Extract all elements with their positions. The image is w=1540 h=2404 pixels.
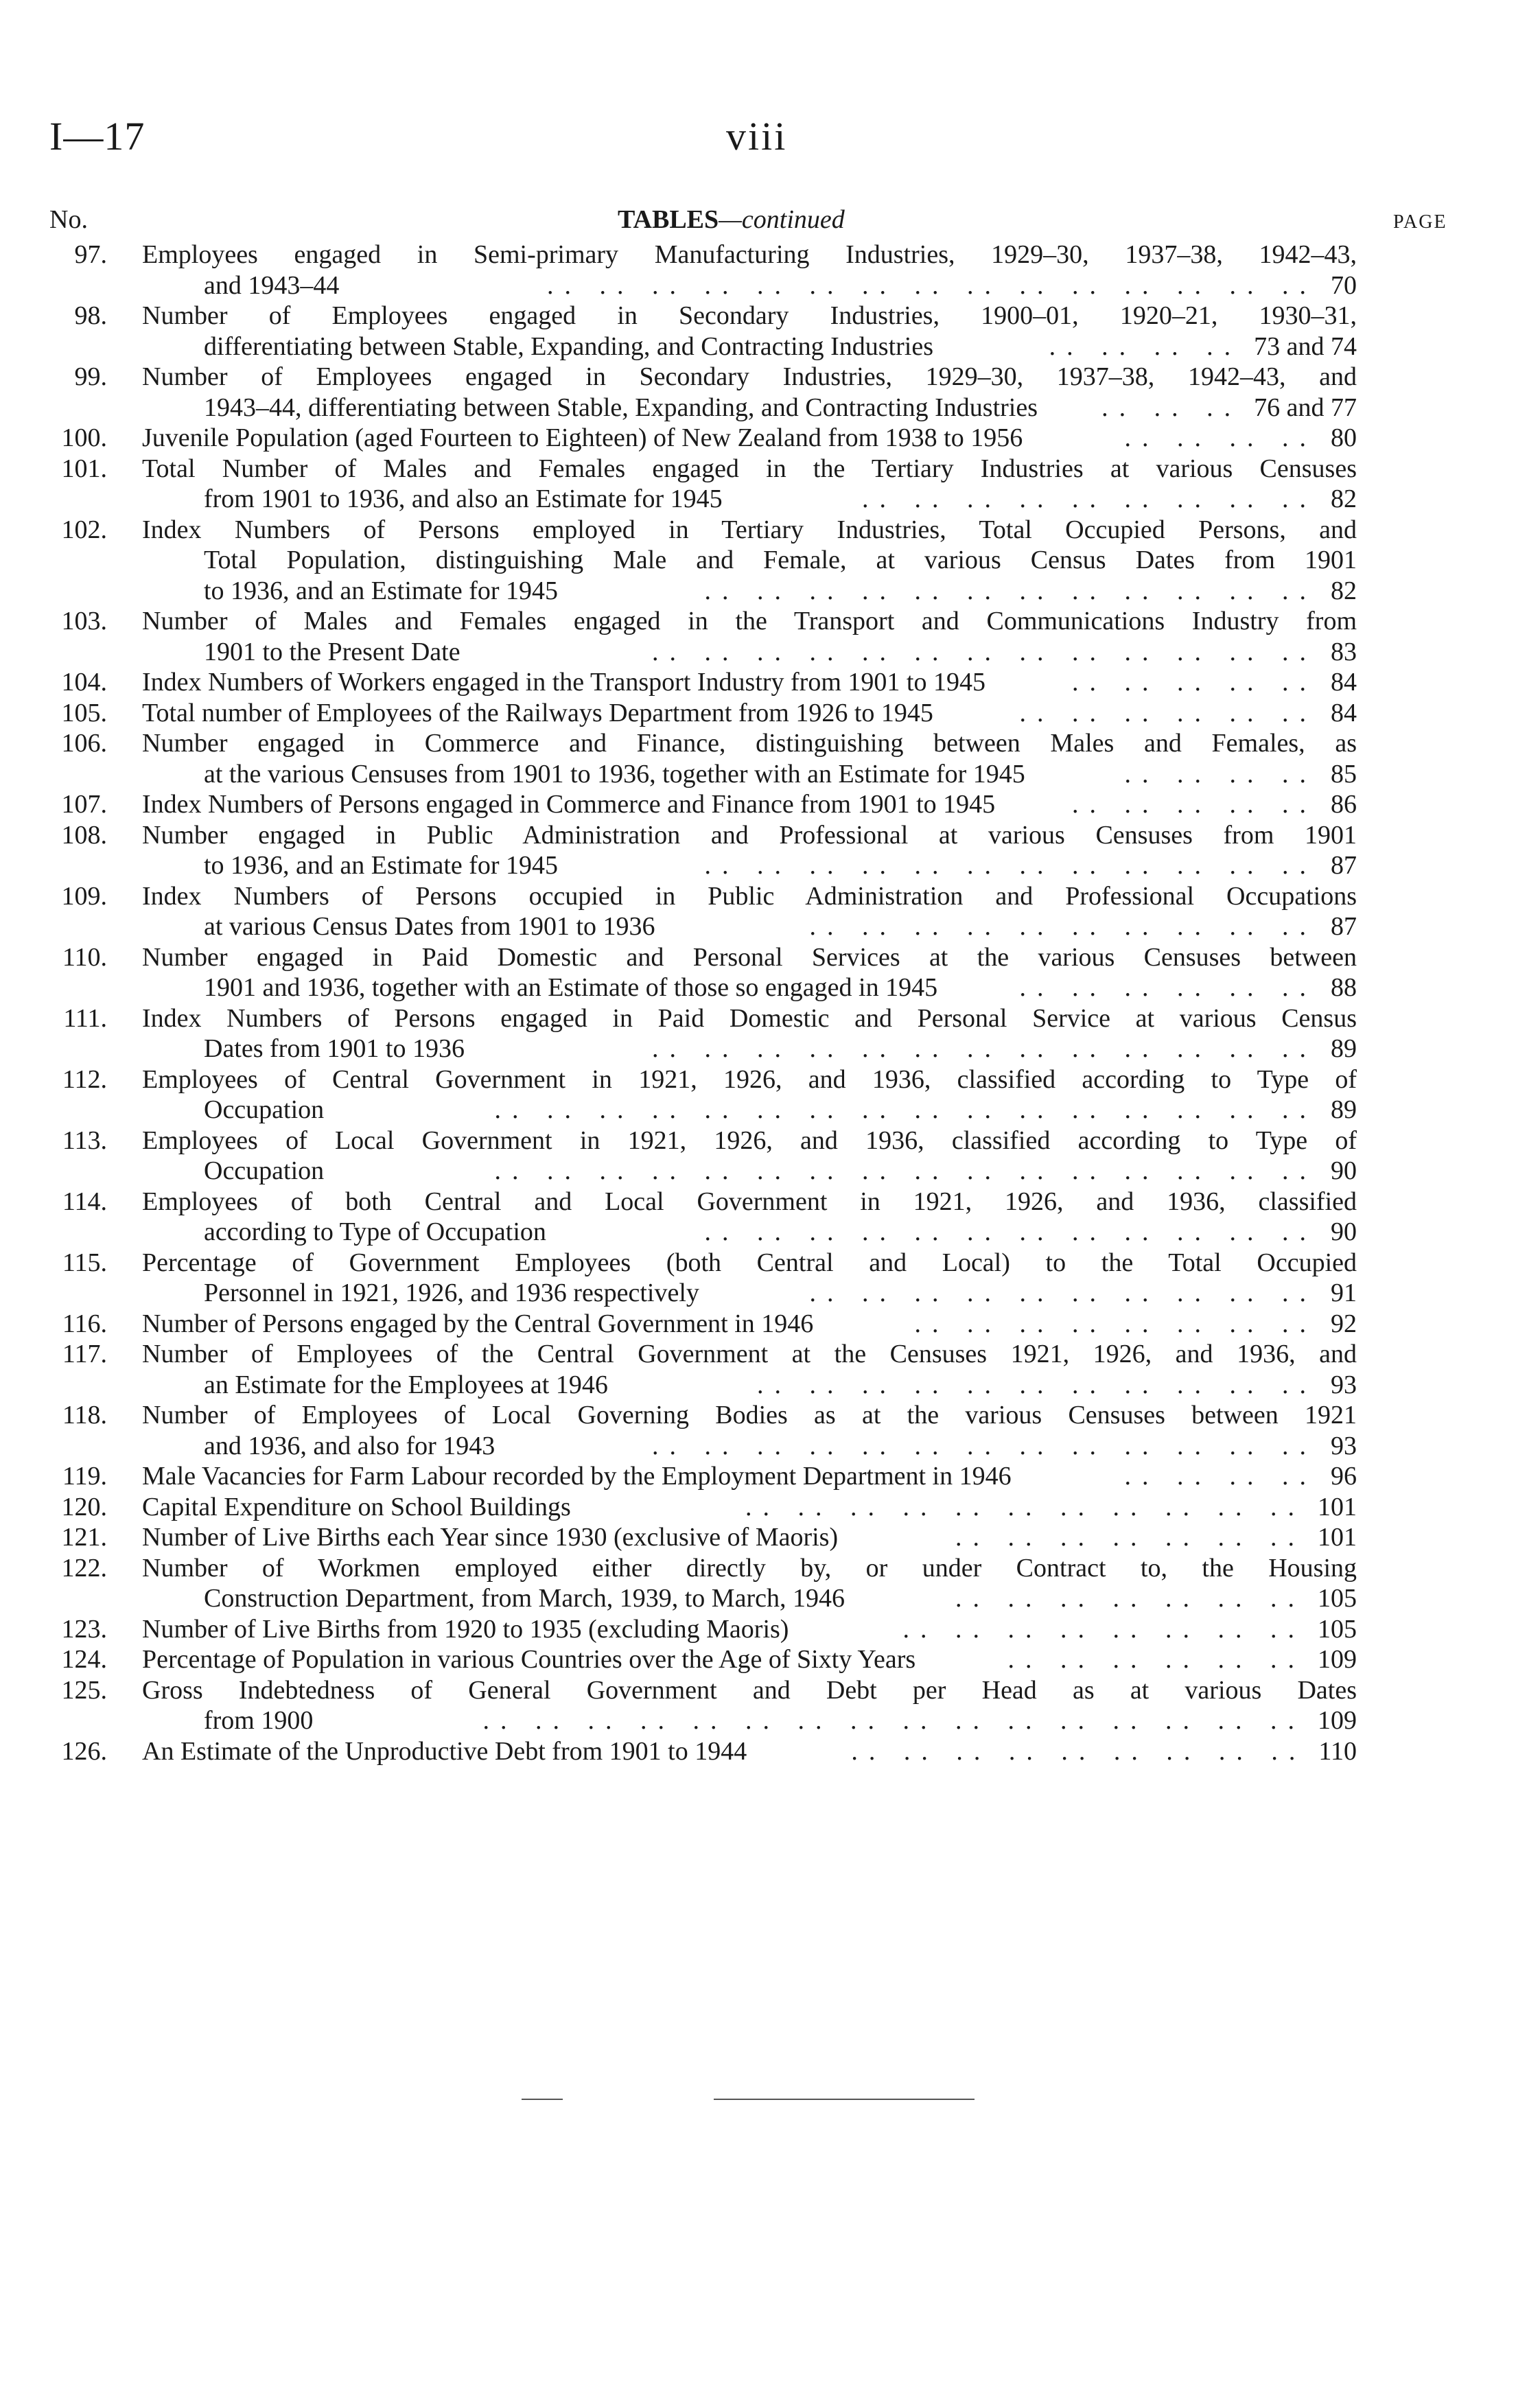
entry-page: 109	[1318, 1645, 1357, 1674]
entry-page: 84	[1331, 698, 1357, 727]
dot-leader: .. .. .. .. .. .. .. .. .. .. .. ..	[704, 576, 1317, 605]
dot-leader: .. .. .. .. ..	[1072, 790, 1317, 819]
entry-page: 110	[1318, 1736, 1357, 1766]
page-number: viii	[726, 114, 788, 159]
entry-page: 85	[1331, 759, 1357, 789]
entry-page: 105	[1318, 1614, 1357, 1644]
entry-page: 92	[1331, 1309, 1357, 1338]
dot-leader: .. .. .. .. .. .. .. .. ..	[862, 485, 1317, 513]
entry-number: 126.	[61, 1736, 107, 1766]
toc-entry	[0, 728, 1540, 789]
dot-leader: .. .. .. .. .. .. .. .. .. .. ..	[745, 1492, 1305, 1521]
dot-leader: .. .. .. ..	[1049, 331, 1242, 361]
entry-title-line: Percentage of Population in various Countries over the Age of Sixty Years	[142, 1645, 916, 1674]
document-reference: I—17	[49, 114, 145, 159]
continued-label: —continued	[719, 205, 845, 234]
entry-number: 118.	[62, 1401, 107, 1429]
entry-title-line: Dates from 1901 to 1936	[204, 1034, 465, 1063]
toc-entry	[0, 1461, 1540, 1492]
dot-leader: .. .. .. .. .. .. .. .. .. .. .. .. .. .. .. ..	[482, 1706, 1305, 1735]
entry-number: 97.	[74, 240, 107, 269]
entry-number: 115.	[62, 1248, 107, 1277]
toc-entry	[0, 1522, 1540, 1553]
entry-title-line: according to Type of Occupation	[204, 1217, 546, 1246]
entry-page: 73 and 74	[1254, 331, 1357, 361]
entry-title-line: Occupation	[204, 1095, 325, 1124]
entry-title-line: 1901 and 1936, together with an Estimate of those so engaged in 1945	[204, 973, 938, 1002]
entry-number: 122.	[61, 1553, 107, 1583]
dot-leader: .. .. .. ..	[1124, 759, 1317, 789]
toc-entry	[0, 698, 1540, 729]
toc-entry	[0, 240, 1540, 301]
entry-title-line: Number of Employees of the Central Government at the Censuses 1921, 1926, and 1936, and	[142, 1340, 1357, 1368]
dot-leader: .. .. .. .. .. .. .. ..	[914, 1309, 1317, 1338]
entry-page: 96	[1331, 1462, 1357, 1491]
toc-entry	[0, 1064, 1540, 1125]
entry-title-line: to 1936, and an Estimate for 1945	[204, 576, 559, 605]
table-of-contents-list	[0, 240, 1540, 1766]
entry-page: 83	[1331, 637, 1357, 666]
entry-number: 103.	[61, 607, 107, 635]
entry-title-line: an Estimate for the Employees at 1946	[204, 1370, 608, 1399]
dot-leader: .. .. .. .. .. ..	[1007, 1645, 1305, 1674]
entry-page: 70	[1331, 270, 1357, 300]
toc-entry	[0, 1309, 1540, 1340]
toc-entry	[0, 515, 1540, 607]
dot-leader: .. .. .. .. .. .. ..	[955, 1523, 1305, 1552]
toc-entry	[0, 881, 1540, 942]
toc-entry	[0, 1003, 1540, 1064]
entry-number: 125.	[61, 1675, 107, 1705]
dot-leader: .. .. .. .. .. .. .. .. .. .. ..	[757, 1370, 1317, 1399]
entry-title-line: Index Numbers of Persons engaged in Commerce and Finance from 1901 to 1945	[142, 790, 996, 819]
entry-title-line: differentiating between Stable, Expanding, and Contracting Industries	[204, 331, 934, 361]
dot-leader: .. .. .. ..	[1124, 423, 1317, 452]
entry-page: 93	[1331, 1431, 1357, 1460]
entry-title-line: Personnel in 1921, 1926, and 1936 respectively	[204, 1279, 699, 1307]
dot-leader: .. .. .. .. .. .. .. .. .. .. .. .. .. .. ..	[547, 270, 1317, 300]
entry-number: 108.	[61, 820, 107, 850]
entry-number: 117.	[62, 1340, 107, 1368]
entry-number: 104.	[61, 668, 107, 697]
entry-number: 98.	[74, 301, 107, 330]
entry-title-line: 1943–44, differentiating between Stable, Expanding, and Contracting Industries	[204, 393, 1038, 422]
dot-leader: .. .. .. .. .. .. .. .. .. .. .. .. ..	[652, 1431, 1317, 1460]
footer-rule-long	[714, 2099, 975, 2100]
toc-entry	[0, 1553, 1540, 1614]
dot-leader: .. .. .. .. ..	[1072, 668, 1317, 697]
entry-title-line: Number of Males and Females engaged in the Transport and Communications Industry from	[142, 607, 1357, 635]
entry-number: 107.	[61, 790, 107, 819]
entry-number: 124.	[61, 1645, 107, 1674]
dot-leader: .. .. ..	[1101, 393, 1242, 422]
entry-title-line: and 1936, and also for 1943	[204, 1431, 495, 1460]
entry-title-line: Employees engaged in Semi-primary Manufacturing Industries, 1929–30, 1937–38, 1942–43,	[142, 240, 1357, 269]
entry-number: 112.	[62, 1064, 107, 1094]
tables-heading: TABLES	[618, 205, 719, 234]
entry-number: 111.	[63, 1003, 107, 1033]
dot-leader: .. .. .. .. .. .. .. ..	[902, 1614, 1305, 1644]
entry-page: 89	[1331, 1095, 1357, 1124]
entry-number: 114.	[62, 1187, 107, 1216]
entry-title-line: Number of Live Births from 1920 to 1935 (excluding Maoris)	[142, 1614, 789, 1644]
entry-page: 76 and 77	[1254, 393, 1357, 422]
toc-entry	[0, 667, 1540, 698]
entry-number: 113.	[62, 1125, 107, 1155]
entry-page: 101	[1318, 1523, 1357, 1552]
toc-entry	[0, 1675, 1540, 1736]
entry-page: 87	[1331, 912, 1357, 941]
footer-rule-short	[522, 2099, 563, 2100]
entry-title-line: Occupation	[204, 1156, 325, 1185]
column-header-title	[618, 205, 845, 235]
entry-number: 123.	[61, 1614, 107, 1644]
entry-number: 101.	[61, 454, 107, 483]
dot-leader: .. .. .. .. .. ..	[1019, 973, 1317, 1002]
toc-entry	[0, 942, 1540, 1003]
dot-leader: .. .. .. .. .. .. .. .. .. ..	[809, 1279, 1317, 1307]
column-header-no: No.	[49, 205, 88, 234]
entry-number: 109.	[61, 881, 107, 911]
entry-title-line: Percentage of Government Employees (both Central and Local) to the Total Occupied	[142, 1248, 1357, 1277]
entry-title-line: at various Census Dates from 1901 to 1936	[204, 912, 655, 941]
entry-number: 110.	[62, 942, 107, 972]
toc-entry	[0, 1400, 1540, 1461]
entry-title-line: Construction Department, from March, 1939, to March, 1946	[204, 1584, 845, 1613]
toc-entry	[0, 1736, 1540, 1767]
entry-title-line: Number engaged in Paid Domestic and Personal Services at the various Censuses between	[142, 942, 1357, 972]
toc-entry	[0, 1187, 1540, 1248]
entry-page: 93	[1331, 1370, 1357, 1399]
entry-title-line: Index Numbers of Persons occupied in Public Administration and Professional Occupations	[142, 881, 1357, 911]
entry-number: 102.	[61, 515, 107, 544]
toc-entry	[0, 820, 1540, 881]
toc-entry	[0, 606, 1540, 667]
entry-title-line: Male Vacancies for Farm Labour recorded by the Employment Department in 1946	[142, 1462, 1012, 1491]
toc-entry	[0, 301, 1540, 362]
entry-page: 88	[1331, 973, 1357, 1002]
entry-number: 100.	[61, 423, 107, 452]
entry-page: 90	[1331, 1217, 1357, 1246]
toc-entry	[0, 1614, 1540, 1645]
dot-leader: .. .. .. .. .. .. .. .. ..	[851, 1736, 1307, 1766]
entry-title-line: Index Numbers of Persons engaged in Paid Domestic and Personal Service at various Census	[142, 1003, 1357, 1033]
entry-title-line: to 1936, and an Estimate for 1945	[204, 851, 559, 880]
toc-entry	[0, 1339, 1540, 1400]
entry-page: 101	[1318, 1492, 1357, 1521]
entry-title-line: Index Numbers of Workers engaged in the Transport Industry from 1901 to 1945	[142, 668, 985, 697]
entry-number: 120.	[61, 1492, 107, 1521]
dot-leader: .. .. .. .. .. .. .. .. .. .. .. .. .. .. .. ..	[494, 1156, 1317, 1185]
entry-title-line: Capital Expenditure on School Buildings	[142, 1492, 571, 1521]
toc-entry	[0, 454, 1540, 515]
toc-entry	[0, 1644, 1540, 1675]
entry-number: 116.	[62, 1309, 107, 1338]
entry-title-line: Juvenile Population (aged Fourteen to Eighteen) of New Zealand from 1938 to 1956	[142, 423, 1023, 452]
toc-entry	[0, 1125, 1540, 1187]
entry-title-line: from 1900	[204, 1706, 314, 1735]
toc-entry	[0, 362, 1540, 423]
entry-title-line: Employees of Central Government in 1921, 1926, and 1936, classified according to Type of	[142, 1064, 1357, 1094]
entry-title-line: Employees of Local Government in 1921, 1926, and 1936, classified according to Type of	[142, 1125, 1357, 1155]
entry-page: 87	[1331, 851, 1357, 880]
column-header-page: PAGE	[1393, 211, 1447, 233]
entry-title-line: and 1943–44	[204, 270, 340, 300]
entry-page: 109	[1318, 1706, 1357, 1735]
entry-title-line: Index Numbers of Persons employed in Tertiary Industries, Total Occupied Persons, and	[142, 515, 1357, 544]
toc-entry	[0, 1492, 1540, 1523]
entry-number: 106.	[61, 729, 107, 758]
dot-leader: .. .. .. .. .. .. .. .. .. .. .. .. .. .. .. ..	[494, 1095, 1317, 1124]
entry-page: 91	[1331, 1279, 1357, 1307]
entry-title-line: Number of Employees engaged in Secondary Industries, 1900–01, 1920–21, 1930–31,	[142, 301, 1357, 330]
entry-title-line: Number of Persons engaged by the Central Government in 1946	[142, 1309, 814, 1338]
entry-title-line: at the various Censuses from 1901 to 1936, together with an Estimate for 1945	[204, 759, 1025, 789]
entry-title-line: Number of Employees of Local Governing Bodies as at the various Censuses between 1921	[142, 1401, 1357, 1429]
dot-leader: .. .. .. .. .. .. .. .. .. .. .. .. ..	[652, 1034, 1317, 1063]
entry-number: 105.	[61, 698, 107, 727]
entry-title-line: Total number of Employees of the Railways Department from 1926 to 1945	[142, 698, 933, 727]
entry-page: 80	[1331, 423, 1357, 452]
entry-title-line: Gross Indebtedness of General Government and Debt per Head as at various Dates	[142, 1675, 1357, 1705]
toc-entry	[0, 789, 1540, 820]
entry-page: 89	[1331, 1034, 1357, 1063]
entry-title-line: Employees of both Central and Local Government in 1921, 1926, and 1936, classified	[142, 1187, 1357, 1216]
entry-page: 82	[1331, 485, 1357, 513]
dot-leader: .. .. .. .. .. .. .. .. .. ..	[809, 912, 1317, 941]
entry-page: 105	[1318, 1584, 1357, 1613]
dot-leader: .. .. .. .. .. .. .. .. .. .. .. .. ..	[652, 637, 1317, 666]
entry-title-line: Number engaged in Commerce and Finance, distinguishing between Males and Females, as	[142, 729, 1357, 758]
dot-leader: .. .. .. .. .. .. .. .. .. .. .. ..	[704, 1217, 1317, 1246]
entry-title-line: Number of Live Births each Year since 1930 (exclusive of Maoris)	[142, 1523, 839, 1552]
entry-page: 86	[1331, 790, 1357, 819]
entry-title-line: from 1901 to 1936, and also an Estimate for 1945	[204, 485, 723, 513]
entry-page: 84	[1331, 668, 1357, 697]
dot-leader: .. .. .. .. .. ..	[1019, 698, 1317, 727]
dot-leader: .. .. .. .. .. .. .. .. .. .. .. ..	[704, 851, 1317, 880]
entry-page: 90	[1331, 1156, 1357, 1185]
entry-title-line: Number of Workmen employed either directly by, or under Contract to, the Housing	[142, 1553, 1357, 1583]
entry-title-line: Total Number of Males and Females engaged in the Tertiary Industries at various Censuses	[142, 454, 1357, 483]
entry-page: 82	[1331, 576, 1357, 605]
entry-number: 99.	[74, 362, 107, 391]
entry-number: 119.	[62, 1462, 107, 1491]
entry-number: 121.	[61, 1523, 107, 1552]
entry-title-line: 1901 to the Present Date	[204, 637, 460, 666]
entry-title-line: Number engaged in Public Administration and Professional at various Censuses from 1901	[142, 820, 1357, 850]
dot-leader: .. .. .. .. .. .. ..	[955, 1584, 1305, 1613]
entry-title-line: Total Population, distinguishing Male and Female, at various Census Dates from 1901	[204, 546, 1357, 574]
dot-leader: .. .. .. ..	[1124, 1462, 1317, 1491]
entry-title-line: Number of Employees engaged in Secondary Industries, 1929–30, 1937–38, 1942–43, and	[142, 362, 1357, 391]
toc-entry	[0, 423, 1540, 454]
entry-title-line: An Estimate of the Unproductive Debt from 1901 to 1944	[142, 1736, 747, 1766]
toc-entry	[0, 1248, 1540, 1309]
